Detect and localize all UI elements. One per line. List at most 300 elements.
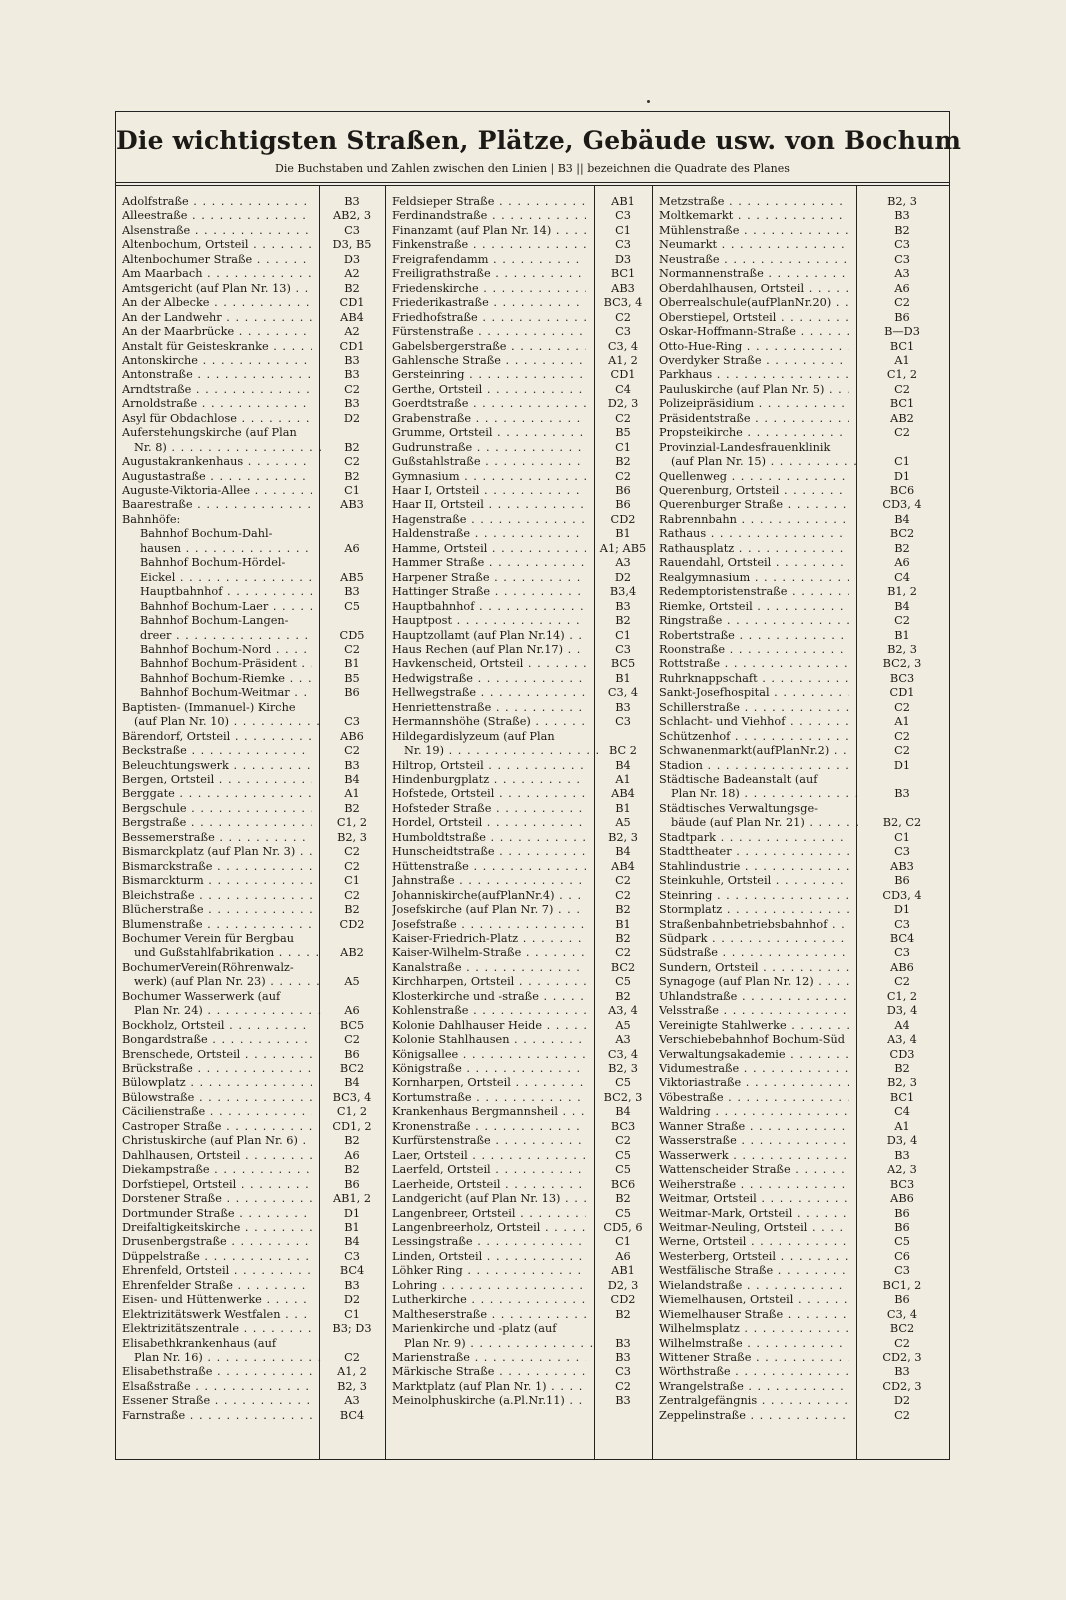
- index-entry: [392, 600, 650, 614]
- entry-grid-square: C5: [894, 1235, 910, 1249]
- entry-name: Antonstraße . . .: [122, 368, 312, 382]
- index-entry: [392, 1062, 650, 1076]
- entry-grid-square: C1: [344, 484, 360, 497]
- entry-name: Propsteikirche . . .: [659, 426, 849, 440]
- entry-grid-square: BC1: [889, 397, 915, 411]
- entry-grid-square: CD1, 2: [332, 1119, 372, 1133]
- entry-name: Bärendorf, Ortsteil . . .: [122, 730, 312, 744]
- entry-name: Beleuchtungswerk . . .: [122, 759, 312, 773]
- entry-grid-square: CD2, 3: [882, 1379, 922, 1393]
- entry-grid-square: C4: [894, 1105, 910, 1119]
- entry-name: Uhlandstraße . . .: [659, 990, 849, 1004]
- index-entry: [122, 368, 382, 382]
- entry-name: Laerfeld, Ortsteil . . .: [392, 1163, 586, 1177]
- entry-name: Rottstraße . . .: [659, 657, 849, 671]
- entry-grid-square: A1; AB5: [599, 541, 647, 555]
- entry-name: Drusenbergstraße . . .: [122, 1235, 312, 1249]
- index-entry: [122, 1394, 382, 1408]
- index-entry: [122, 354, 382, 368]
- entry-grid-square: B6: [615, 484, 631, 497]
- entry-name: Steinkuhle, Ortsteil . . .: [659, 874, 849, 888]
- header-rule-top: [116, 182, 949, 183]
- index-entry: [392, 1365, 650, 1379]
- entry-name: Altenbochum, Ortsteil . . .: [122, 238, 312, 252]
- entry-grid-square: BC1, 2: [882, 1278, 922, 1292]
- index-entry: [392, 1033, 650, 1047]
- index-entry: [392, 1149, 650, 1163]
- entry-name: Synagoge (auf Plan Nr. 12) . . .: [659, 975, 849, 989]
- entry-name: Lessingstraße . . .: [392, 1235, 586, 1249]
- entry-grid-square: C2: [894, 700, 910, 714]
- index-entry: [122, 484, 382, 498]
- entry-grid-square: A5: [344, 975, 360, 989]
- entry-grid-square: B2: [615, 903, 631, 917]
- entry-name: Plan Nr. 24) . . .: [122, 1004, 324, 1018]
- entry-name: Arndtstraße . . .: [122, 383, 312, 397]
- entry-name: Gudrunstraße . . .: [392, 441, 586, 455]
- entry-name: Velsstraße . . .: [659, 1004, 849, 1018]
- index-entry: [659, 311, 945, 325]
- index-entry: [122, 412, 382, 426]
- entry-grid-square: C3: [615, 238, 631, 252]
- entry-grid-square: CD1: [339, 339, 365, 353]
- entry-name: Kronenstraße . . .: [392, 1120, 586, 1134]
- entry-name: Dorfstiepel, Ortsteil . . .: [122, 1178, 312, 1192]
- index-frame: [115, 111, 962, 1460]
- index-entry: [659, 282, 945, 296]
- index-entry: [659, 860, 945, 874]
- entry-grid-square: CD1: [889, 686, 915, 700]
- index-entry: [659, 787, 945, 801]
- entry-grid-square: B3: [344, 585, 360, 599]
- entry-name: Gymnasium . . .: [392, 470, 586, 484]
- entry-grid-square: C5: [344, 599, 360, 613]
- entry-grid-square: A6: [344, 1148, 360, 1162]
- entry-name: Gersteinring . . .: [392, 368, 586, 382]
- entry-grid-square: C5: [615, 1076, 631, 1090]
- entry-name: Elisabethkrankenhaus (auf: [122, 1336, 277, 1350]
- index-column-2: [392, 195, 650, 1451]
- index-entry: [392, 730, 650, 744]
- entry-name: Harpener Straße . . .: [392, 571, 586, 585]
- entry-name: Bochumer Verein für Bergbau: [122, 931, 295, 945]
- index-entry: [392, 1091, 650, 1105]
- entry-grid-square: A1: [894, 1119, 910, 1133]
- index-entry: [659, 1365, 945, 1379]
- entry-grid-square: C3: [615, 715, 631, 729]
- index-entry: [392, 657, 650, 671]
- entry-grid-square: AB3: [340, 498, 364, 512]
- entry-name: Bahnhof Bochum-Langen-: [140, 614, 289, 628]
- index-entry: [659, 1235, 945, 1249]
- entry-grid-square: BC2: [339, 1062, 365, 1075]
- index-entry: [659, 643, 945, 657]
- entry-name: Mühlenstraße . . .: [659, 224, 849, 238]
- entry-grid-square: BC1: [610, 267, 636, 281]
- entry-name: Bülowplatz . . .: [122, 1076, 312, 1090]
- entry-grid-square: AB2: [890, 411, 914, 425]
- entry-grid-square: B3: [344, 1278, 360, 1292]
- index-entry: [122, 224, 382, 238]
- entry-name: An der Maarbrücke . . .: [122, 325, 312, 339]
- entry-name: Wörthstraße . . .: [659, 1365, 849, 1379]
- entry-name: Metzstraße . . .: [659, 195, 849, 209]
- entry-grid-square: C3, 4: [607, 339, 639, 353]
- entry-grid-square: AB2: [340, 946, 364, 960]
- entry-name: Grabenstraße . . .: [392, 412, 586, 426]
- entry-name: Hordel, Ortsteil . . .: [392, 816, 586, 830]
- index-entry: [392, 1308, 650, 1322]
- index-entry: [659, 1351, 945, 1365]
- entry-name: Hauptpost . . .: [392, 614, 586, 628]
- entry-grid-square: B1: [615, 801, 631, 815]
- entry-name: Rathaus . . .: [659, 527, 849, 541]
- entry-grid-square: B3: [344, 353, 360, 367]
- index-entry: [122, 556, 382, 570]
- index-entry: [122, 1221, 382, 1235]
- entry-grid-square: AB1: [611, 195, 635, 208]
- entry-grid-square: BC4: [339, 1408, 365, 1422]
- index-entry: [122, 1076, 382, 1090]
- entry-name: Dorstener Straße . . .: [122, 1192, 312, 1206]
- entry-name: Normannenstraße . . .: [659, 267, 849, 281]
- entry-grid-square: AB6: [890, 1192, 914, 1206]
- index-entry: [392, 368, 650, 382]
- entry-grid-square: AB4: [611, 859, 635, 873]
- entry-name: Freiligrathstraße . . .: [392, 267, 586, 281]
- entry-name: Weiherstraße . . .: [659, 1178, 849, 1192]
- index-entry: [392, 903, 650, 917]
- index-entry: [392, 1163, 650, 1177]
- entry-name: Plan Nr. 9) . . .: [392, 1337, 598, 1351]
- page-subtitle: Die Buchstaben und Zahlen zwischen den Linien | B3 || bezeichnen die Quadrate des Planes: [275, 162, 790, 175]
- entry-grid-square: B2, 3: [887, 642, 917, 656]
- entry-name: Meinolphuskirche (a.Pl.Nr.11) . . .: [392, 1394, 586, 1408]
- index-entry: [392, 397, 650, 411]
- entry-grid-square: B2: [344, 1163, 360, 1177]
- entry-name: Oberrealschule(aufPlanNr.20) . . .: [659, 296, 849, 310]
- entry-name: Bismarckturm . . .: [122, 874, 312, 888]
- index-entry: [122, 571, 382, 585]
- index-entry: [659, 238, 945, 252]
- entry-grid-square: B1: [615, 527, 631, 541]
- entry-grid-square: A5: [615, 1018, 631, 1032]
- index-entry: [392, 1351, 650, 1365]
- index-entry: [392, 889, 650, 903]
- index-entry: [392, 238, 650, 252]
- index-entry: [122, 889, 382, 903]
- entry-name: Plan Nr. 16) . . .: [122, 1351, 324, 1365]
- entry-name: Elisabethstraße . . .: [122, 1365, 312, 1379]
- entry-name: Vöbestraße . . .: [659, 1091, 849, 1105]
- entry-name: Hiltrop, Ortsteil . . .: [392, 759, 586, 773]
- index-entry: [392, 802, 650, 816]
- entry-grid-square: B6: [894, 874, 910, 888]
- entry-name: Augustakrankenhaus . . .: [122, 455, 312, 469]
- index-entry: [122, 1365, 382, 1379]
- entry-name: Plan Nr. 18) . . .: [659, 787, 861, 801]
- index-entry: [659, 1134, 945, 1148]
- entry-name: Ringstraße . . .: [659, 614, 849, 628]
- entry-grid-square: B3: [344, 368, 360, 382]
- entry-name: Maltheserstraße . . .: [392, 1308, 586, 1322]
- entry-grid-square: D2, 3: [607, 397, 639, 411]
- index-entry: [392, 253, 650, 267]
- entry-name: Otto-Hue-Ring . . .: [659, 340, 849, 354]
- index-entry: [392, 701, 650, 715]
- entry-grid-square: C3: [894, 1264, 910, 1278]
- entry-grid-square: AB6: [890, 960, 914, 974]
- entry-grid-square: C2: [894, 729, 910, 743]
- entry-name: Sankt-Josefhospital . . .: [659, 686, 849, 700]
- index-entry: [659, 368, 945, 382]
- entry-grid-square: AB1, 2: [332, 1192, 372, 1206]
- index-entry: [122, 397, 382, 411]
- index-entry: [122, 874, 382, 888]
- index-entry: [122, 1351, 382, 1365]
- entry-grid-square: C3, 4: [607, 1047, 639, 1061]
- entry-grid-square: BC2: [610, 960, 636, 974]
- index-entry: [392, 267, 650, 281]
- index-entry: [392, 831, 650, 845]
- index-entry: [659, 990, 945, 1004]
- entry-grid-square: A6: [344, 541, 360, 555]
- index-entry: [122, 629, 382, 643]
- entry-name: Verschiebebahnhof Bochum-Süd . . .: [659, 1033, 849, 1047]
- index-entry: [659, 1048, 945, 1062]
- entry-grid-square: BC2: [889, 527, 915, 541]
- entry-name: Wiemelhauser Straße . . .: [659, 1308, 849, 1322]
- entry-grid-square: D3, 4: [886, 1134, 918, 1148]
- index-entry: [122, 744, 382, 758]
- entry-name: Provinzial-Landesfrauenklinik: [659, 440, 831, 454]
- entry-name: (auf Plan Nr. 15) . . .: [659, 455, 861, 469]
- entry-name: Hammer Straße . . .: [392, 556, 586, 570]
- entry-grid-square: B5: [344, 671, 360, 685]
- index-entry: [392, 1322, 650, 1336]
- entry-grid-square: C1, 2: [336, 1105, 368, 1119]
- entry-name: Neustraße . . .: [659, 253, 849, 267]
- entry-grid-square: C3: [344, 715, 360, 729]
- entry-name: Weitmar-Mark, Ortsteil . . .: [659, 1207, 849, 1221]
- entry-name: Klosterkirche und -straße . . .: [392, 990, 586, 1004]
- entry-grid-square: B5: [615, 426, 631, 440]
- entry-name: Hattinger Straße . . .: [392, 585, 586, 599]
- index-entry: [659, 1105, 945, 1119]
- index-entry: [659, 542, 945, 556]
- entry-name: Waldring . . .: [659, 1105, 849, 1119]
- index-entry: [122, 657, 382, 671]
- entry-name: Wilhelmstraße . . .: [659, 1337, 849, 1351]
- entry-grid-square: C3: [344, 1249, 360, 1263]
- entry-grid-square: B2: [344, 903, 360, 917]
- entry-grid-square: B3; D3: [332, 1322, 372, 1336]
- index-entry: [659, 1279, 945, 1293]
- entry-name: Finkenstraße . . .: [392, 238, 586, 252]
- entry-grid-square: AB4: [340, 310, 364, 324]
- index-entry: [122, 383, 382, 397]
- entry-grid-square: C1: [615, 440, 631, 454]
- entry-name: Henriettenstraße . . .: [392, 701, 586, 715]
- entry-name: Wielandstraße . . .: [659, 1279, 849, 1293]
- entry-name: Augustastraße . . .: [122, 470, 312, 484]
- entry-grid-square: B1: [615, 671, 631, 685]
- entry-grid-square: C3: [615, 209, 631, 223]
- entry-name: Brenschede, Ortsteil . . .: [122, 1048, 312, 1062]
- index-entry: [392, 990, 650, 1004]
- entry-name: Jahnstraße . . .: [392, 874, 586, 888]
- entry-grid-square: C5: [615, 1206, 631, 1220]
- entry-grid-square: B2: [615, 1307, 631, 1321]
- entry-grid-square: B2: [344, 1134, 360, 1148]
- index-entry: [392, 282, 650, 296]
- entry-grid-square: C6: [894, 1249, 910, 1263]
- index-entry: [122, 1308, 382, 1322]
- entry-name: Wittener Straße . . .: [659, 1351, 849, 1365]
- entry-name: Altenbochumer Straße . . .: [122, 253, 312, 267]
- entry-grid-square: B2, 3: [337, 830, 367, 844]
- entry-grid-square: C2: [344, 1351, 360, 1364]
- index-entry: [659, 1264, 945, 1278]
- index-entry: [122, 513, 382, 527]
- entry-name: Gahlensche Straße . . .: [392, 354, 586, 368]
- entry-grid-square: D2: [893, 1394, 911, 1408]
- entry-name: Lohring . . .: [392, 1279, 586, 1293]
- entry-grid-square: BC4: [889, 931, 915, 945]
- entry-name: Gerthe, Ortsteil . . .: [392, 383, 586, 397]
- entry-grid-square: B2: [894, 541, 910, 555]
- entry-grid-square: C2: [615, 1134, 631, 1148]
- entry-name: Wiemelhausen, Ortsteil . . .: [659, 1293, 849, 1307]
- entry-name: Bergschule . . .: [122, 802, 312, 816]
- index-entry: [122, 498, 382, 512]
- index-entry: [122, 311, 382, 325]
- entry-grid-square: C3: [615, 325, 631, 339]
- index-entry: [659, 1120, 945, 1134]
- index-entry: [659, 498, 945, 512]
- entry-grid-square: C4: [894, 570, 910, 584]
- entry-grid-square: B6: [894, 310, 910, 324]
- entry-name: Quellenweg . . .: [659, 470, 849, 484]
- entry-name: Hauptzollamt (auf Plan Nr.14) . . .: [392, 629, 586, 643]
- entry-grid-square: C1, 2: [886, 989, 918, 1003]
- index-entry: [122, 759, 382, 773]
- entry-grid-square: B6: [894, 1293, 910, 1307]
- entry-grid-square: A1: [615, 773, 631, 786]
- entry-grid-square: B3: [894, 209, 910, 223]
- entry-name: Robertstraße . . .: [659, 629, 849, 643]
- entry-name: Querenburg, Ortsteil . . .: [659, 484, 849, 498]
- entry-grid-square: BC5: [339, 1018, 365, 1032]
- entry-name: Kurfürstenstraße . . .: [392, 1134, 586, 1148]
- entry-grid-square: C2: [615, 888, 631, 902]
- entry-grid-square: C2: [615, 946, 631, 960]
- entry-grid-square: CD2, 3: [882, 1351, 922, 1364]
- index-entry: [659, 802, 945, 816]
- entry-grid-square: C2: [344, 382, 360, 396]
- entry-name: Hüttenstraße . . .: [392, 860, 586, 874]
- index-entry: [392, 744, 650, 758]
- entry-grid-square: B2, C2: [882, 816, 922, 830]
- entry-name: Marktplatz (auf Plan Nr. 1) . . .: [392, 1380, 586, 1394]
- entry-name: Kornharpen, Ortsteil . . .: [392, 1076, 586, 1090]
- entry-name: Nr. 19) . . .: [392, 744, 598, 758]
- index-entry: [659, 1004, 945, 1018]
- index-entry: [392, 556, 650, 570]
- index-entry: [122, 1004, 382, 1018]
- index-entry: [659, 1033, 945, 1047]
- index-entry: [122, 1380, 382, 1394]
- entry-name: Bockholz, Ortsteil . . .: [122, 1019, 312, 1033]
- index-entry: [122, 831, 382, 845]
- index-entry: [392, 542, 650, 556]
- index-entry: [659, 672, 945, 686]
- entry-grid-square: AB5: [340, 570, 364, 584]
- entry-name: hausen . . .: [122, 542, 312, 556]
- entry-name: An der Albecke . . .: [122, 296, 312, 310]
- entry-name: Laer, Ortsteil . . .: [392, 1149, 586, 1163]
- entry-grid-square: C1: [615, 628, 631, 642]
- entry-name: Haar I, Ortsteil . . .: [392, 484, 586, 498]
- index-entry: [659, 686, 945, 700]
- index-entry: [122, 340, 382, 354]
- entry-name: (auf Plan Nr. 10) . . .: [122, 715, 324, 729]
- index-entry: [659, 585, 945, 599]
- index-entry: [122, 860, 382, 874]
- entry-grid-square: B1: [344, 657, 360, 671]
- index-entry: [122, 1293, 382, 1307]
- index-entry: [392, 1048, 650, 1062]
- index-column-1: [122, 195, 382, 1451]
- index-entry: [122, 296, 382, 310]
- index-entry: [659, 1019, 945, 1033]
- entry-grid-square: C2: [894, 382, 910, 396]
- entry-name: Realgymnasium . . .: [659, 571, 849, 585]
- index-entry: [659, 354, 945, 368]
- entry-grid-square: C2: [615, 310, 631, 324]
- index-entry: [122, 441, 382, 455]
- index-entry: [659, 918, 945, 932]
- entry-grid-square: D3, B5: [332, 238, 372, 252]
- index-entry: [392, 527, 650, 541]
- entry-grid-square: D3: [343, 252, 361, 266]
- index-entry: [122, 209, 382, 223]
- entry-name: Vereinigte Stahlwerke . . .: [659, 1019, 849, 1033]
- entry-grid-square: C3: [894, 946, 910, 960]
- entry-grid-square: CD2: [339, 917, 365, 931]
- entry-grid-square: C2: [344, 744, 360, 758]
- entry-name: Nr. 8) . . .: [122, 441, 324, 455]
- entry-name: Ferdinandstraße . . .: [392, 209, 586, 223]
- entry-name: Schlacht- und Viehhof . . .: [659, 715, 849, 729]
- index-entry: [392, 946, 650, 960]
- entry-grid-square: D2: [614, 570, 632, 584]
- entry-grid-square: B2, 3: [337, 1379, 367, 1393]
- index-entry: [392, 1076, 650, 1090]
- entry-name: Rathausplatz . . .: [659, 542, 849, 556]
- entry-grid-square: C2: [894, 1408, 910, 1422]
- index-entry: [659, 426, 945, 440]
- entry-name: Haldenstraße . . .: [392, 527, 586, 541]
- entry-name: Kaiser-Friedrich-Platz . . .: [392, 932, 586, 946]
- entry-name: Bongardstraße . . .: [122, 1033, 312, 1047]
- entry-grid-square: AB2, 3: [332, 209, 372, 223]
- index-entry: [659, 296, 945, 310]
- index-entry: [392, 1019, 650, 1033]
- entry-name: Havkenscheid, Ortsteil . . .: [392, 657, 586, 671]
- entry-name: Bismarckplatz (auf Plan Nr. 3) . . .: [122, 845, 312, 859]
- entry-name: Südpark . . .: [659, 932, 849, 946]
